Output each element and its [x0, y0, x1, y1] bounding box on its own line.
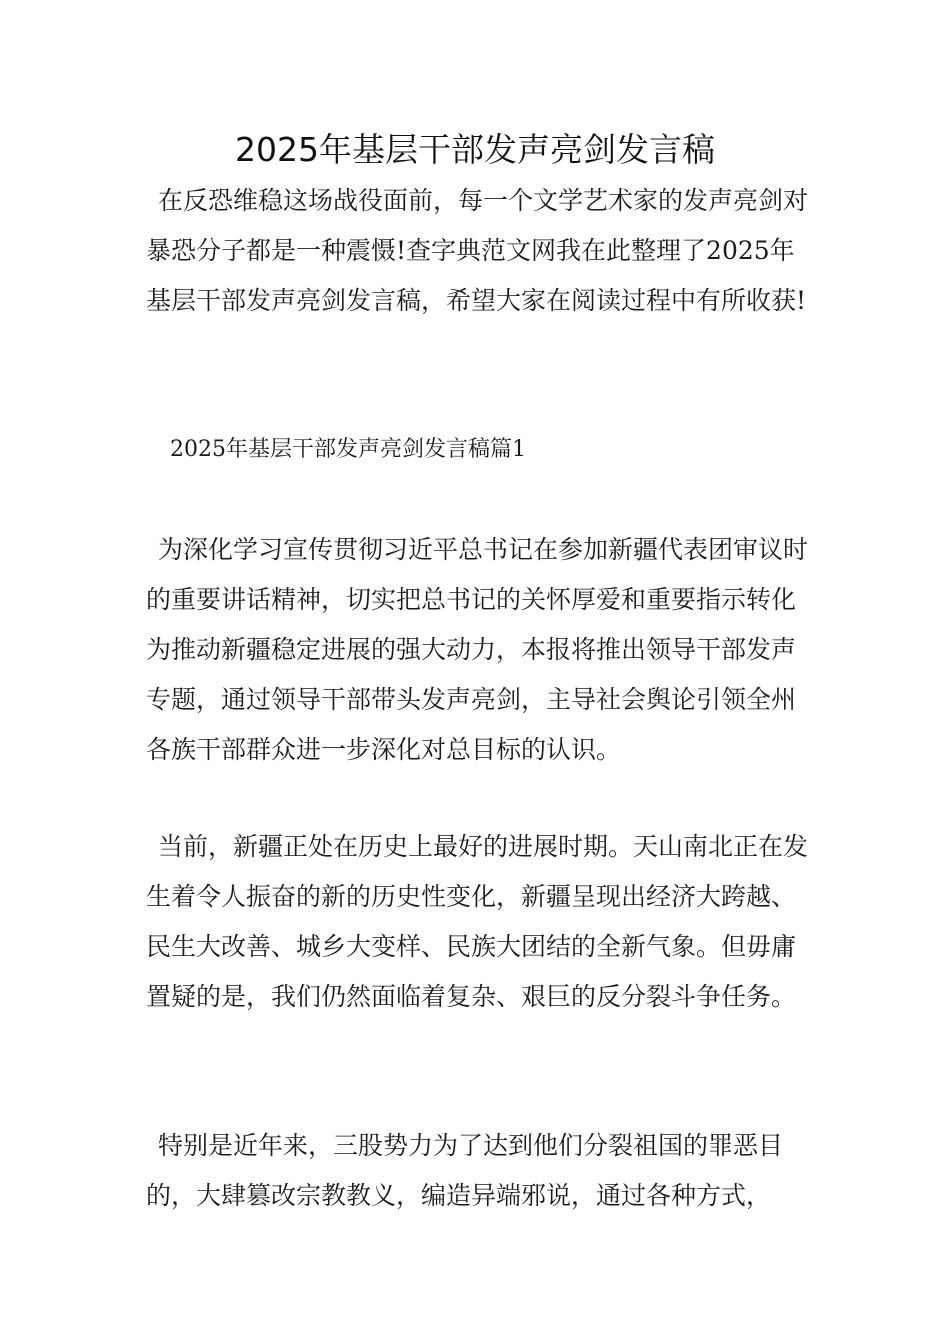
paragraph-text: 当前，新疆正处在历史上最好的进展时期。天山南北正在发生着令人振奋的新的历史性变化，新疆呈现出经济大跨越、民生大改善、城乡大变样、民族大团结的全新气象。但毋庸置疑的是，我们仍然面临着复杂、艰巨的反分裂斗争任务。 [146, 832, 809, 1011]
paragraph-text: 特别是近年来，三股势力为了达到他们分裂祖国的罪恶目的，大肆篡改宗教教义，编造异端邪说，通过各种方式， [146, 1131, 784, 1210]
body-paragraph-3 [146, 1121, 808, 1221]
document-title: 2025年基层干部发声亮剑发言稿 [235, 130, 715, 169]
section-heading: 2025年基层干部发声亮剑发言稿篇1 [170, 437, 526, 462]
body-paragraph-1 [146, 525, 808, 775]
body-paragraph-2 [146, 822, 808, 1022]
intro-text: 在反恐维稳这场战役面前，每一个文学艺术家的发声亮剑对暴恐分子都是一种震慑!查字典范文网我在此整理了2025年基层干部发声亮剑发言稿，希望大家在阅读过程中有所收获! [146, 186, 809, 315]
paragraph-text: 为深化学习宣传贯彻习近平总书记在参加新疆代表团审议时的重要讲话精神，切实把总书记的关怀厚爱和重要指示转化为推动新疆稳定进展的强大动力，本报将推出领导干部发声专题，通过领导干部带头发声亮剑，主导社会舆论引领全州各族干部群众进一步深化对总目标的认识。 [146, 535, 809, 764]
intro-paragraph [146, 176, 808, 326]
